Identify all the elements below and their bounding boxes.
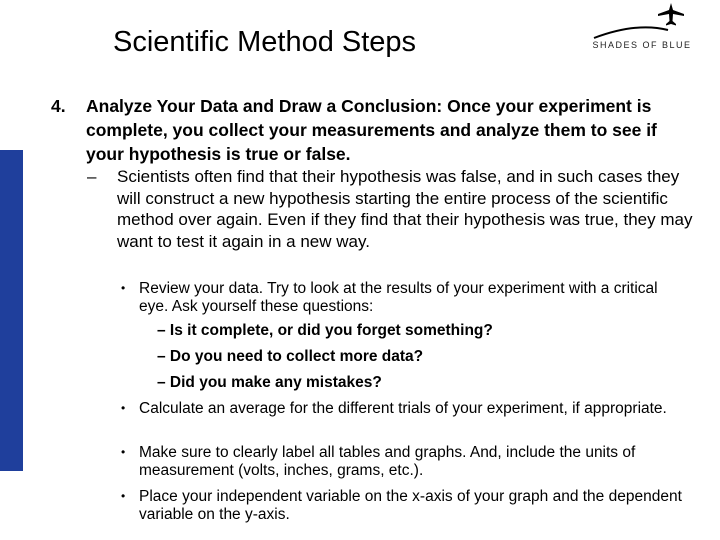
step-item — [51, 94, 671, 166]
question-item: – Do you need to collect more data? — [157, 348, 424, 365]
sub-point-text: Scientists often find that their hypothesis was false, and in such cases they will construct a new hypothesis starting the entire process of the scientific method over again. Even if they find that their hypothesis was true, they may want to test it again in a new way. — [117, 167, 693, 251]
question-item: – Did you make any mistakes? — [157, 374, 382, 391]
logo-text: SHADES OF BLUE — [592, 40, 692, 50]
bullet-item — [121, 280, 691, 316]
airplane-icon — [586, 0, 698, 42]
left-accent-bar — [0, 150, 23, 471]
bullet-item — [121, 444, 691, 480]
step-number: 4. — [51, 96, 66, 116]
bullet-item — [121, 400, 691, 418]
bullet-marker: • — [121, 445, 126, 459]
bullet-marker: • — [121, 281, 126, 295]
slide-title: Scientific Method Steps — [113, 26, 417, 58]
bullet-text: Place your independent variable on the x-axis of your graph and the dependent variable on the y-axis. — [139, 488, 682, 523]
sub-point — [87, 166, 707, 252]
question-item: – Is it complete, or did you forget something? — [157, 322, 493, 339]
bullet-text: Make sure to clearly label all tables and graphs. And, include the units of measurement (volts, inches, grams, etc.). — [139, 444, 636, 479]
bullet-marker: • — [121, 489, 126, 503]
bullet-text: Calculate an average for the different trials of your experiment, if appropriate. — [139, 400, 667, 417]
bullet-item — [121, 488, 691, 524]
dash-marker: – — [87, 167, 97, 186]
logo — [586, 0, 698, 60]
bullet-text: Review your data. Try to look at the results of your experiment with a critical eye. Ask yourself these questions: — [139, 280, 658, 315]
step-text: Analyze Your Data and Draw a Conclusion: Once your experiment is complete, you collect your measurements and analyze them to see if your hypothesis is true or false. — [86, 96, 657, 164]
bullet-marker: • — [121, 401, 126, 415]
